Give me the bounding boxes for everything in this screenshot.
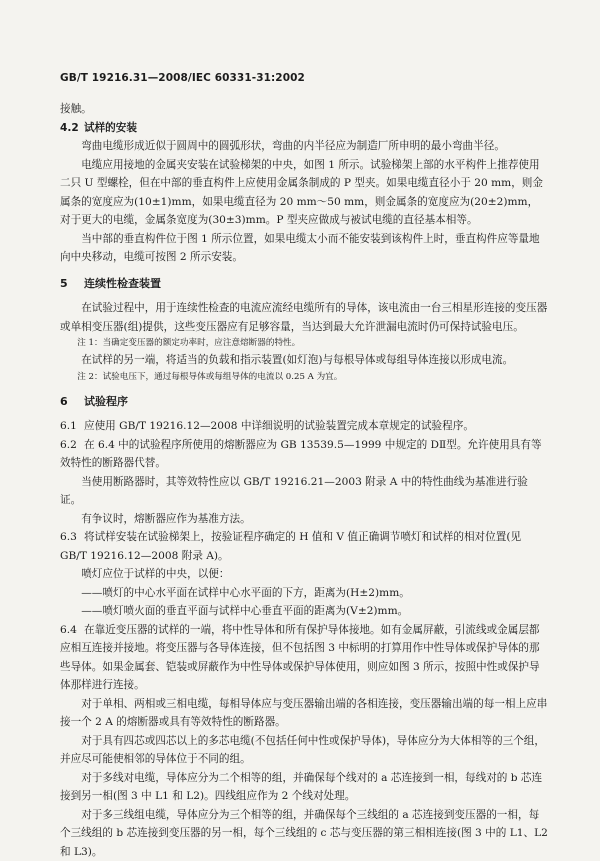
clause-number: 6.2 — [60, 436, 84, 455]
clause-text: 应使用 GB/T 19216.12—2008 中详细说明的试验装置完成本章规定的试验程序。 — [84, 420, 474, 432]
section-title: 试验程序 — [84, 395, 128, 408]
clause-6-2 — [60, 436, 548, 473]
paragraph: 在试样的另一端，将适当的负载和指示装置(如灯泡)与每根导体或每组导体连接以形成电流。 — [60, 351, 548, 370]
dash-item: ——喷灯的中心水平面在试样中心水平面的下方，距离为(H±2)mm。 — [60, 584, 548, 603]
dash-item: ——喷灯喷火面的垂直平面与试样中心垂直平面的距离为(V±2)mm。 — [60, 602, 548, 621]
paragraph: 对于多三线组电缆，导体应分为三个相等的组，并确保每个三线组的 a 芯连接到变压器的一相，每个三线组的 b 芯连接到变压器的另一相，每个三线组的 c 芯与变压器的第三相相连接(图 3 中的 L1、L2 和 L3)。 — [60, 806, 548, 861]
paragraph: 弯曲电缆形成近似于圆周中的圆弧形状，弯曲的内半径应为制造厂所申明的最小弯曲半径。 — [60, 137, 548, 156]
clause-number: 6.4 — [60, 621, 84, 640]
clause-6-4 — [60, 621, 548, 695]
paragraph: 对于单相、两相或三相电缆，每相导体应与变压器输出端的各相连接，变压器输出端的每一相上应串接一个 2 A 的熔断器或具有等效特性的断路器。 — [60, 695, 548, 732]
standard-header: GB/T 19216.31—2008/IEC 60331-31:2002 — [60, 72, 305, 84]
clause-6-3 — [60, 528, 548, 565]
paragraph: 当使用断路器时，其等效特性应以 GB/T 19216.21—2003 附录 A 中的特性曲线为基准进行验证。 — [60, 473, 548, 510]
clause-text: 在靠近变压器的试样的一端，将中性导体和所有保护导体接地。如有金属屏蔽，引流线或金属层都应相互连接并接地。将变压器与各导体连接，但不包括图 3 中标明的打算用作中性导体或保护导体的那些导体。如果金属套、铠装或屏蔽作为中性导体或保护导体使用，则应如图 3 所示，按照中性或保护导体那样进行连接。 — [60, 624, 540, 692]
clause-number: 6.1 — [60, 417, 84, 436]
paragraph: 对于多线对电缆，导体应分为二个相等的组，并确保每个线对的 a 芯连接到一相，每线对的 b 芯连接到另一相(图 3 中 L1 和 L2)。四线组应作为 2 个线对处理。 — [60, 769, 548, 806]
section-4-2-heading — [60, 119, 548, 138]
note: 注 1：当确定变压器的额定功率时，应注意熔断器的特性。 — [60, 336, 548, 351]
paragraph: 有争议时，熔断器应作为基准方法。 — [60, 510, 548, 529]
continued-paragraph: 接触。 — [60, 100, 548, 119]
section-6-heading — [60, 393, 548, 412]
paragraph: 当中部的垂直构件位于图 1 所示位置，如果电缆太小而不能安装到该构件上时，垂直构件应等量地向中央移动，电缆可按图 2 所示安装。 — [60, 230, 548, 267]
clause-6-1 — [60, 417, 548, 436]
section-title: 试样的安装 — [84, 122, 137, 134]
clause-text: 在 6.4 中的试验程序所使用的熔断器应为 GB 13539.5—1999 中规定的 DⅡ型。允许使用具有等效特性的断路器代替。 — [60, 439, 542, 470]
note: 注 2：试验电压下，通过每根导体或每组导体的电流以 0.25 A 为宜。 — [60, 370, 548, 385]
section-number: 4.2 — [60, 119, 84, 138]
paragraph: 电缆应用接地的金属夹安装在试验梯架的中央，如图 1 所示。试验梯架上部的水平构件上推荐使用二只 U 型螺栓，但在中部的垂直构件上应使用金属条制成的 P 型夹。如果电缆直径小于 20 mm，则金属条的宽度应为(10±1)mm，如果电缆直径为 20 mm～50 mm，则金属条的宽度应为(20±2)mm，对于更大的电缆，金属条宽度为(30±3)mm。P 型夹应做成与被试电缆的直径基本相等。 — [60, 156, 548, 230]
paragraph: 在试验过程中，用于连续性检查的电流应流经电缆所有的导体，该电流由一台三相星形连接的变压器或单相变压器(组)提供，这些变压器应有足够容量，当达到最大允许泄漏电流时仍可保持试验电压。 — [60, 299, 548, 336]
paragraph: 对于具有四芯或四芯以上的多芯电缆(不包括任何中性或保护导体)，导体应分为大体相等的三个组，并应尽可能使相邻的导体位于不同的组。 — [60, 732, 548, 769]
clause-number: 6.3 — [60, 528, 84, 547]
clause-text: 将试样安装在试验梯架上，按验证程序确定的 H 值和 V 值正确调节喷灯和试样的相对位置(见 GB/T 19216.12—2008 附录 A)。 — [60, 531, 521, 562]
paragraph: 喷灯应位于试样的中央，以便： — [60, 565, 548, 584]
section-number: 6 — [60, 393, 84, 412]
section-number: 5 — [60, 275, 84, 294]
section-title: 连续性检查装置 — [84, 277, 161, 290]
body-text — [60, 100, 548, 861]
section-5-heading — [60, 275, 548, 294]
